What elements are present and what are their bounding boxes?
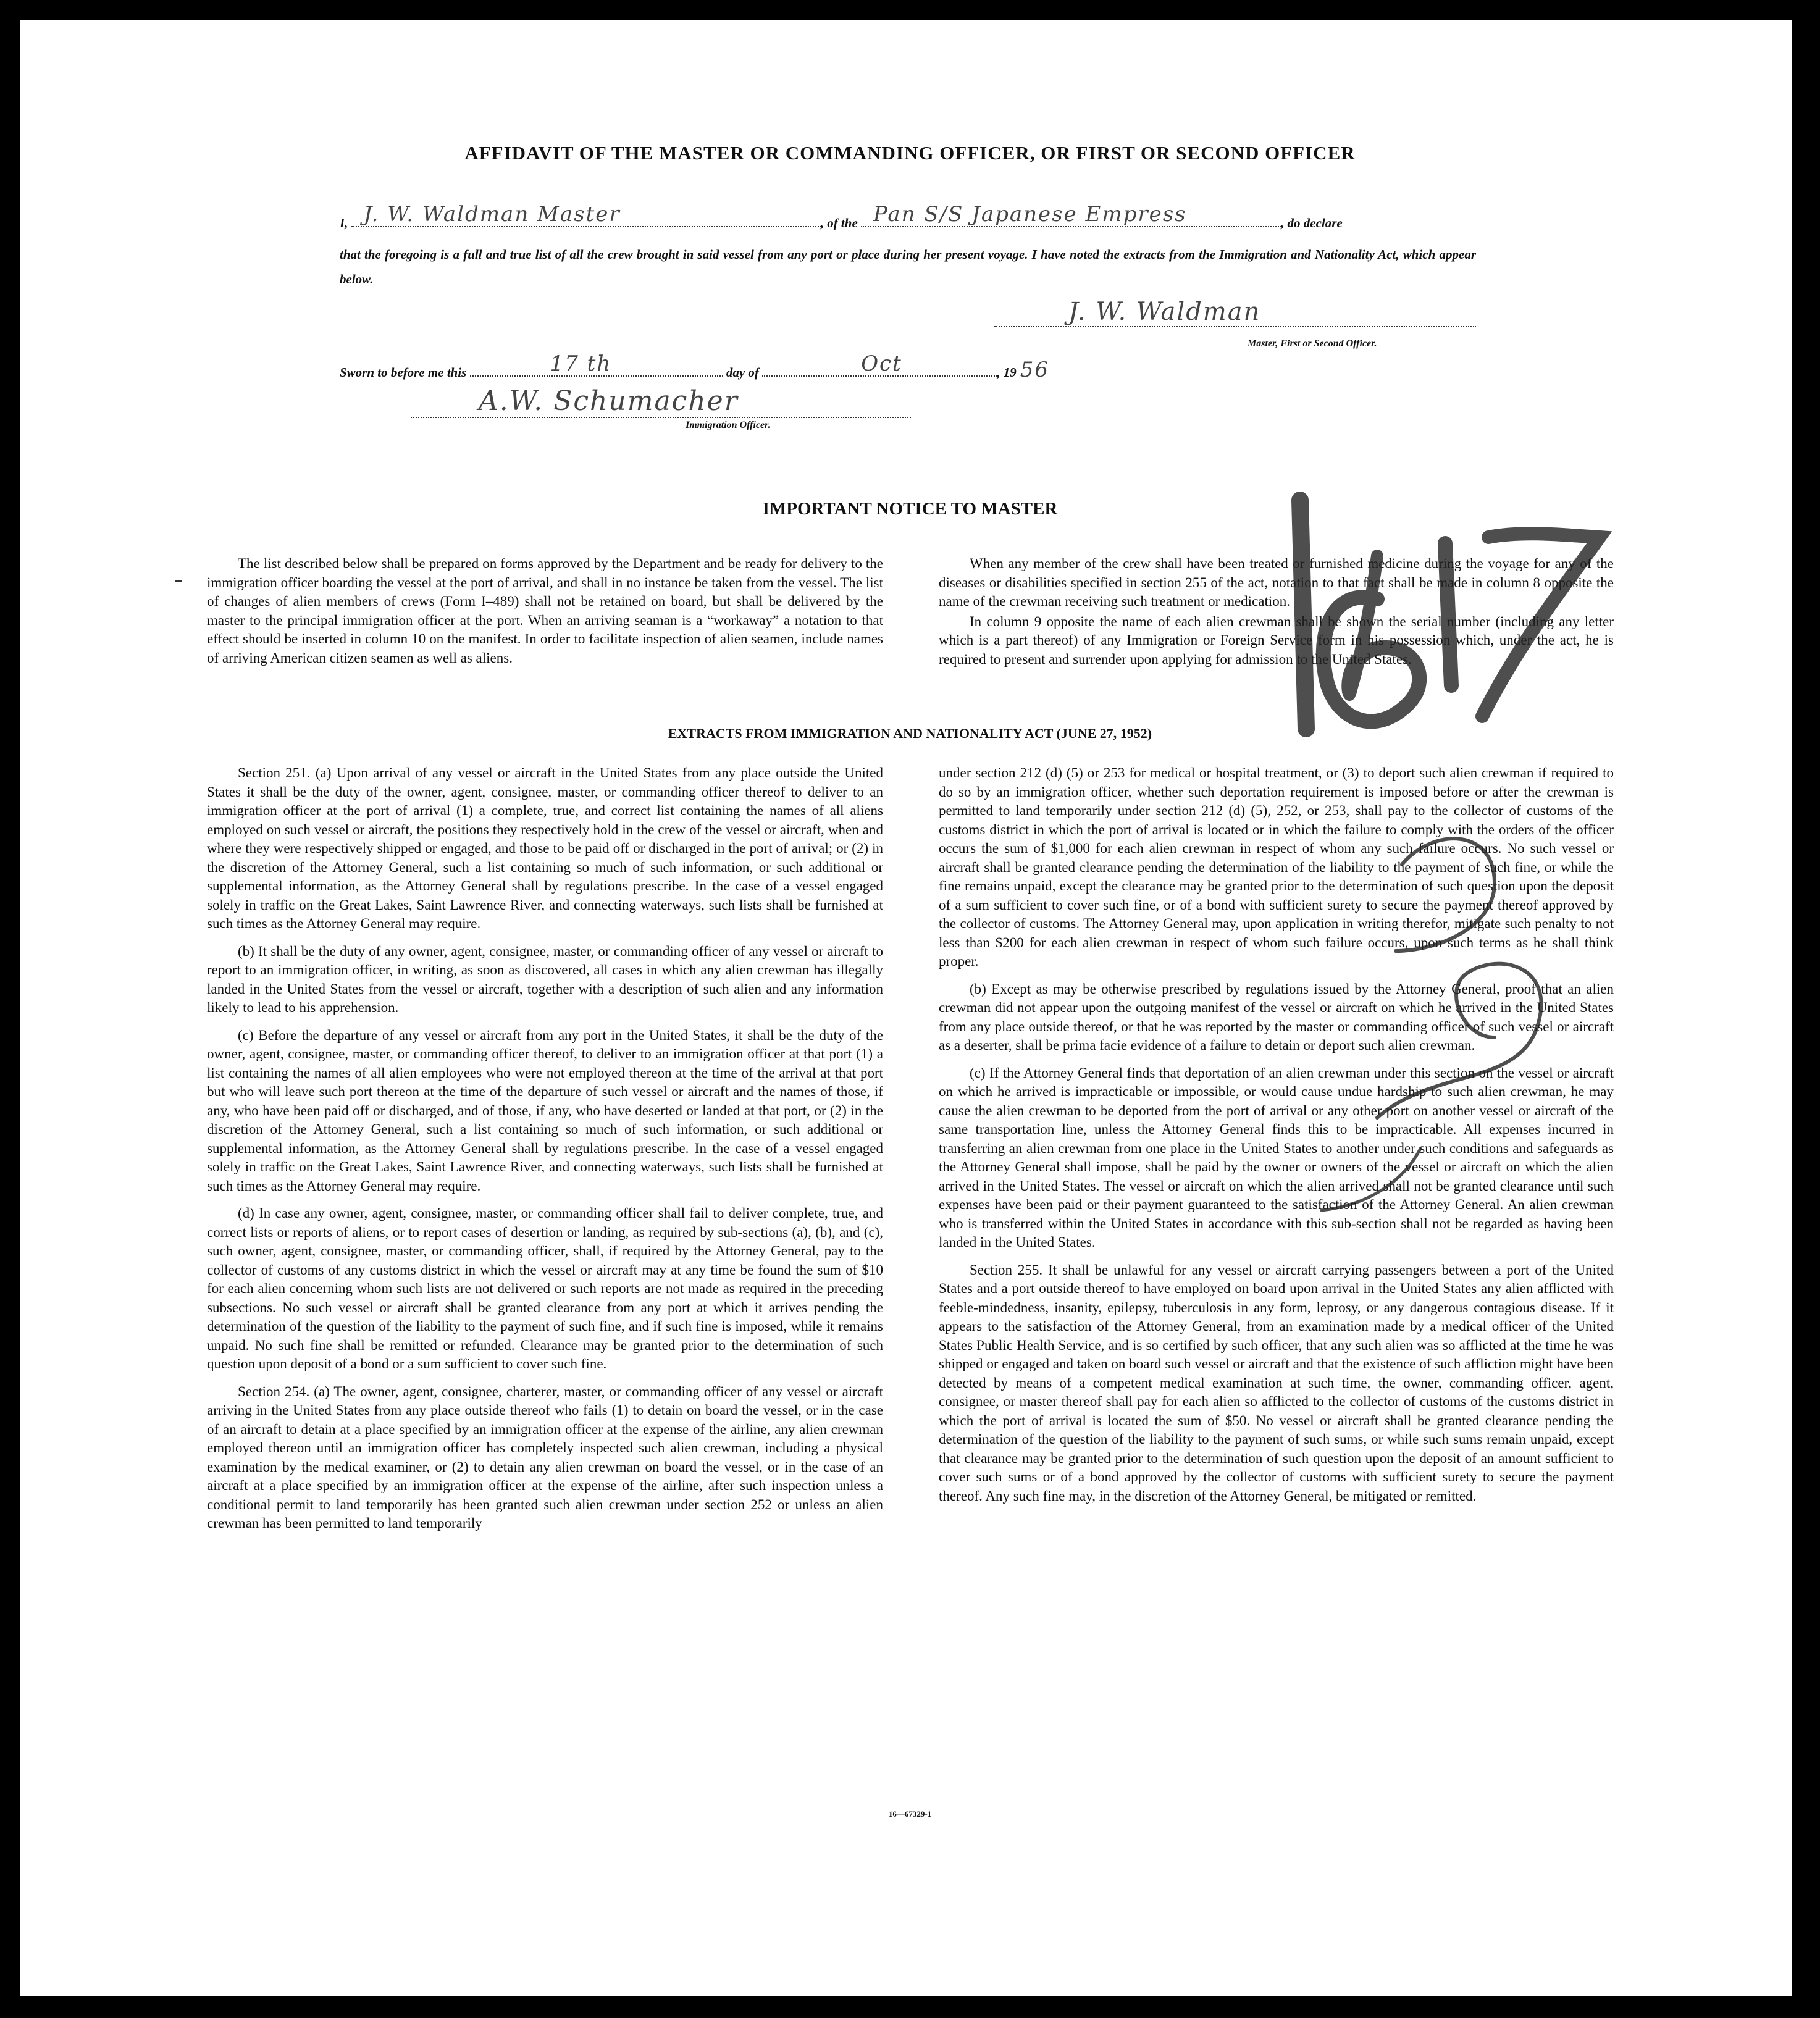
master-signature-caption: Master, First or Second Officer. (1248, 338, 1377, 349)
master-name-field (351, 202, 821, 227)
i-label: I, (340, 216, 348, 230)
sworn-label: Sworn to before me this (340, 365, 467, 380)
outline-stroke (1322, 1149, 1420, 1210)
section-254a-paragraph: Section 254. (a) The owner, agent, consignee, charterer, master, or commanding officer of any vessel or aircraft arriving in the United States from any place outside thereof who fails (1) to detain on board the vessel, or in the case of an aircraft to detain at a place specified by an immigration officer at the expense of the airline, any alien crewman employed thereon until an immigration officer has completely inspected such alien crewman, including a physical examination by the medical examiner, or (2) to detain any alien crewman on board the vessel, or in the case of an aircraft at a place specified by an immigration officer at the expense of the airline, after such inspection unless a conditional permit to land temporarily has been granted such alien crewman under section 252 or unless an alien crewman has been permitted to land temporarily (207, 1383, 883, 1531)
year-handwriting: 56 (1020, 358, 1049, 382)
digit-stroke-6b (1349, 556, 1377, 695)
vessel-name-field (861, 202, 1281, 227)
declaration-line (340, 202, 1476, 236)
section-251b-paragraph: (b) It shall be the duty of any owner, agent, consignee, master, or commanding officer of any vessel or aircraft to report to an immigration officer, in writing, as soon as discovered, all cases in which any alien crewman has illegally landed in the United States from the vessel or aircraft, together with a description of such alien and any information likely to lead to his apprehension. (207, 943, 883, 1015)
notice-right-paragraph: When any member of the crew shall have been treated or furnished medicine during the voyage for any of the diseases or disabilities specified in section 255 of the act, notation to that fact shall be made in column 8 opposite the name of the crewman receiving such treatment or medication. (939, 556, 1614, 609)
of-the-label: , of the (820, 216, 858, 230)
digit-stroke-1 (1300, 500, 1306, 729)
margin-dash (175, 580, 182, 582)
month-handwriting: Oct (861, 351, 902, 376)
digit-stroke-7 (1482, 534, 1600, 716)
do-declare-label: , do declare (1281, 216, 1343, 230)
section-251d-paragraph: (d) In case any owner, agent, consignee, master, or commanding officer shall fail to deliver complete, true, and correct lists or reports of aliens, or to report cases of desertion or landing, as required by sub-sections (a), (b), and (c), such owner, agent, consignee, master, or commanding officer, shall, if required by the Attorney General, pay to the collector of customs of any customs district in which the vessel or aircraft may at any time be found the sum of $10 for each alien concerning whom such lists are not delivered or such reports are not made as required in the preceding subsections. No such vessel or aircraft shall be granted clearance from any port at which it arrives pending the determination of the question of the liability to the payment of such fine, and if such fine is imposed, while it remains unpaid. No such fine shall be remitted or refunded. Clearance may be granted prior to the determination of such question upon deposit of a bond or a sum sufficient to cover such fine. (207, 1205, 883, 1371)
section-254b-paragraph: (b) Except as may be otherwise prescribed by regulations issued by the Attorney General, proof that an alien crewman did not appear upon the outgoing manifest of the vessel or aircraft on which he arrived in the United States from any place outside thereof, or that he was reported by the master or commanding officer of such vessel or aircraft as a deserter, shall be prima facie evidence of a failure to detain or deport such alien crewman. (939, 981, 1614, 1053)
master-name-handwriting: J. W. Waldman Master (363, 202, 621, 227)
notice-left-column (207, 555, 883, 676)
notice-left-paragraph: The list described below shall be prepared on forms approved by the Department and be ready for delivery to the immigration officer boarding the vessel at the port of arrival, and shall in no instance be taken from the vessel. The list of changes of alien members of crews (Form I–489) shall not be retained on board, but shall be delivered by the master to the principal immigration officer at the port. When an arriving seaman is a “workaway” a notation to that effect should be inserted in column 10 on the manifest. In order to facilitate inspection of alien seamen, include names of arriving American citizen seamen as well as aliens. (207, 556, 883, 666)
master-signature-handwriting: J. W. Waldman (1068, 298, 1261, 326)
sworn-line (340, 351, 1204, 385)
officer-signature-field (411, 385, 911, 418)
section-254c-paragraph: (c) If the Attorney General finds that deportation of an alien crewman under this section on the vessel or aircraft on which he arrived is impracticable or impossible, or would cause undue hardship to such alien crewman, he may cause the alien crewman to be deported from the port of arrival or any other port on another vessel or aircraft of the same transportation line, unless the Attorney General finds this to be impracticable. All expenses incurred in transferring an alien crewman from one place in the United States to another under such conditions and safeguards as the Attorney General shall impose, shall be paid by the owner or owners of the vessel or aircraft on which the alien arrived in the United States. The vessel or aircraft on which the alien arrived shall not be granted clearance until such expenses have been paid or their payment guaranteed to the satisfaction of the Attorney General. An alien crewman who is transferred within the United States in accordance with this sub-section shall not be regarded as having been landed in the United States. (939, 1065, 1614, 1250)
outline-stroke (1377, 964, 1541, 1118)
declaration-body: that the foregoing is a full and true list of all the crew brought in said vessel from any port or place during her present voyage. I have noted the extracts from the Immigration and Nationality Act, which appear below. (340, 247, 1476, 287)
extracts-left-column (207, 764, 883, 1542)
affidavit-title: AFFIDAVIT OF THE MASTER OR COMMANDING OFFICER, OR FIRST OR SECOND OFFICER (464, 142, 1356, 164)
outline-stroke (1396, 839, 1495, 951)
extracts-title: EXTRACTS FROM IMMIGRATION AND NATIONALITY ACT (JUNE 27, 1952) (668, 726, 1152, 741)
officer-signature-caption: Immigration Officer. (686, 420, 771, 430)
section-251c-paragraph: (c) Before the departure of any vessel or aircraft from any port in the United States, it shall be the duty of the owner, agent, consignee, master, or commanding officer thereof, to deliver to an immigration officer at that port (1) a list containing the names of all alien employees who were not employed thereon at the time of the arrival at that port but who will leave such port thereon at the time of the departure of such vessel or aircraft and the names of those, if any, who have been paid off or discharged, and of those, if any, who have deserted or landed at that port, or (2) in the discretion of the Attorney General, such a list containing so much of such information, or such additional or supplemental information, as the Attorney General shall by regulations prescribe. In the case of a vessel engaged solely in traffic on the Great Lakes, Saint Lawrence River, and connecting waterways, such lists shall be furnished at such times as the Attorney General may require. (207, 1027, 883, 1194)
day-field (470, 351, 723, 377)
section-254a-continued-paragraph: under section 212 (d) (5) or 253 for medical or hospital treatment, or (3) to deport such alien crewman if required to do so by an immigration officer, whether such deportation requirement is imposed before or after the crewman is permitted to land temporarily under section 212 (d) (5), 252, or 253, shall pay to the collector of customs of the customs district in which the port of arrival is located or in which the failure to comply with the orders of the officer occurs the sum of $1,000 for each alien crewman in respect of whom any such failure occurs. No such vessel or aircraft shall be granted clearance pending the determination of the liability to the payment of such fine, or while the fine remains unpaid, except the clearance may be granted prior to the determination of such question upon the deposit of a sum sufficient to cover such fine, or of a bond with sufficient surety to secure the payment thereof approved by the collector of customs. The Attorney General may, upon application in writing therefor, mitigate such penalty to not less than $200 for each alien crewman in respect of whom such failure occurs, upon such terms as he shall think proper. (939, 765, 1614, 969)
day-handwriting: 17 th (550, 351, 612, 376)
notice-right-paragraph: In column 9 opposite the name of each alien crewman shall be shown the serial number (including any letter which is a part thereof) of any Immigration or Foreign Service form in his possession which, under the act, he is required to present and surrender upon applying for admission to the United States. (939, 613, 1614, 667)
master-signature-field (994, 298, 1476, 327)
section-255-paragraph: Section 255. It shall be unlawful for any vessel or aircraft carrying passengers between a port of the United States and a port outside thereof to have employed on board upon arrival in the United States any alien afflicted with feeble-mindedness, insanity, epilepsy, tuberculosis in any form, leprosy, or any dangerous contagious disease. If it appears to the satisfaction of the Attorney General, from an examination made by a medical officer of the United States Public Health Service, and is so certified by such officer, that any such alien was so afflicted at the time he was shipped or engaged and taken on board such vessel or aircraft and that the existence of such affliction might have been detected by means of a competent medical examination at such time, the owner, commanding officer, agent, consignee, or master thereof shall pay for each alien so afflicted to the collector of customs of the customs district in which the port of arrival is located the sum of $50. No vessel or aircraft shall be granted clearance pending the determination of the question of the liability to the payment of such sums, or while such sums remain unpaid, except that clearance may be granted prior to the determination of such question upon the deposit of an amount sufficient to cover such sums or of a bond approved by the collector of customs with sufficient surety to secure the payment thereof. Any such fine may, in the discretion of the Attorney General, be mitigated or remitted. (939, 1262, 1614, 1504)
section-251a-paragraph: Section 251. (a) Upon arrival of any vessel or aircraft in the United States from any place outside the United States it shall be the duty of the owner, agent, consignee, master, or commanding officer thereof to deliver to an immigration officer at the port of arrival (1) a complete, true, and correct list containing the names of all aliens employed on such vessel or aircraft, the positions they respectively hold in the crew of the vessel or aircraft, when and where they were respectively shipped or engaged, and those to be paid off or discharged in the port of arrival; or (2) in the discretion of the Attorney General, such a list containing so much of such information, or such additional or supplemental information, as the Attorney General shall by regulations prescribe. In the case of a vessel engaged solely in traffic on the Great Lakes, Saint Lawrence River, and connecting waterways, such lists shall be furnished at such times as the Attorney General may require. (207, 765, 883, 931)
officer-signature-handwriting: A.W. Schumacher (479, 385, 739, 417)
handwritten-number-mark (1173, 482, 1705, 1396)
month-field (762, 351, 997, 377)
day-of-label: day of (726, 365, 759, 380)
year-prefix: , 19 (997, 365, 1017, 380)
important-notice-title: IMPORTANT NOTICE TO MASTER (762, 499, 1058, 519)
vessel-name-handwriting: Pan S/S Japanese Empress (873, 202, 1187, 227)
digit-stroke-1b (1445, 543, 1451, 685)
form-number: 16—67329-1 (888, 1809, 932, 1819)
